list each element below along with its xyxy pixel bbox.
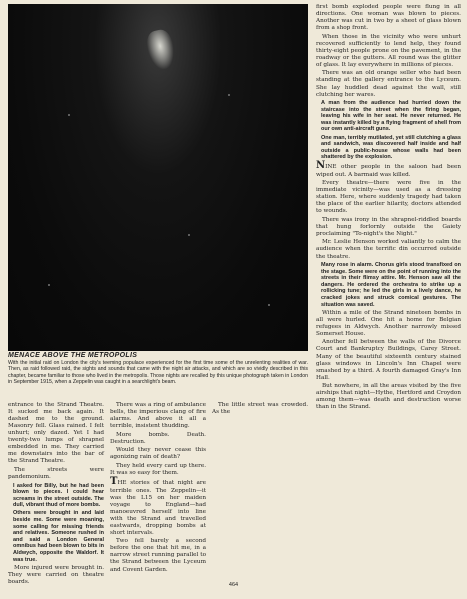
photo-caption xyxy=(8,352,308,385)
drop-cap: N xyxy=(316,160,326,172)
right-column xyxy=(316,4,461,413)
paragraph: Another fell between the walls of the Divorce Court and Bankruptcy Buildings, Carey Street. Many of the beautiful sixteenth century stained glass windows in Lincoln's Inn Chapel were smashed by a third. A fourth damaged Gray's Inn Hall. xyxy=(316,339,461,381)
paragraph: One man, terribly mutilated, yet still clutching a glass and sandwich, was discovered half inside and half outside a public-house whose walls had been shattered by the explosion. xyxy=(321,134,461,161)
paragraph: There was an old orange seller who had been standing at the gallery entrance to the Lyceum. She lay huddled dead against the wall, still clutching her wares. xyxy=(316,70,461,98)
zeppelin-photograph xyxy=(8,4,308,351)
paragraph: There was a ring of ambulance bells, the imperious clang of fire alarms. And above it all a terrible, insistent thudding. xyxy=(110,402,206,430)
paragraph: But nowhere, in all the areas visited by the five airships that night—Hythe, Hertford and Croydon among them—was death and destruction worse than in the Strand. xyxy=(316,383,461,411)
paragraph-text: INE other people in the saloon had been wiped out. A barmaid was killed. xyxy=(316,164,461,178)
paragraph: Every theatre—there were five in the immediate vicinity—was used as a dressing station. Here, where suddenly tragedy had taken the place of the earlier hilarity, doctors attended to wounds. xyxy=(316,180,461,215)
paragraph: Many rose in alarm. Chorus girls stood transfixed on the stage. Some were on the point of running into the streets in their flimsy attire. Mr. Henson saw all the dangers. He ordered the orchestra to strike up a rollicking tune; he led the girls in a lively dance, he cracked jokes and struck comical gestures. The situation was saved. xyxy=(321,262,461,308)
paragraph: Two fell barely a second before the one that hit me, in a narrow street running parallel to the Strand between the Lyceum and Covent Garden. xyxy=(110,538,206,573)
paragraph: A man from the audience had hurried down the staircase into the street when the firing began, leaving his wife in her seat. He never returned. He was instantly killed by a flying fragment of shell from our own anti-aircraft guns. xyxy=(321,100,461,133)
paragraph: entrance to the Strand Theatre. It sucked me back again. It dashed me to the ground. Masonry fell. Glass rained. I felt unhurt; only dazed. Yet I had twenty-two lumps of shrapnel embedded in me. They carried me downstairs into the bar of the Strand Theatre. xyxy=(8,402,104,465)
caption-title: MENACE ABOVE THE METROPOLIS xyxy=(8,352,138,359)
paragraph-text: HE stories of that night are terrible ones. The Zeppelin—it was the L15 on her maiden voyage to England—had manoeuvred herself into line with the Strand and travelled eastwards, dropping bombs at short intervals. xyxy=(110,480,206,536)
paragraph: The little street was crowded. As the xyxy=(212,402,308,416)
paragraph: More bombs. Death. Destruction. xyxy=(110,431,206,445)
lower-column-3 xyxy=(212,402,308,418)
paragraph xyxy=(110,478,206,536)
paragraph: When those in the vicinity who were unhurt recovered sufficiently to lend help, they found thirty-eight people prone on the pavement, in the roadway or the gutters. All round was the glitter of glass. It lay everywhere in millions of pieces. xyxy=(316,33,461,68)
paragraph: first bomb exploded people were flung in all directions. One woman was blown to pieces. Another was cut in two by a sheet of glass blown from a shop front. xyxy=(316,4,461,32)
paragraph: Would they never cease this agonizing rain of death? xyxy=(110,447,206,461)
paragraph: Within a mile of the Strand nineteen bombs in all were hurled. One hit a home for Belgian refugees in Aldwych. Another narrowly missed Somerset House. xyxy=(316,309,461,337)
paragraph: More injured were brought in. They were carried on theatre boards. xyxy=(8,564,104,585)
paragraph: Mr. Leslie Henson worked valiantly to calm the audience when the terrific din occurred outside the theatre. xyxy=(316,239,461,260)
paragraph: There was irony in the shrapnel-riddled boards that hung forlornly outside the Gaiety proclaiming "To-night's the Night." xyxy=(316,216,461,237)
paragraph xyxy=(316,162,461,178)
paragraph: I asked for Billy, but he had been blown to pieces. I could hear screams in the street outside. The dull, vibrant thud of more bombs. xyxy=(13,482,104,509)
lower-column-2 xyxy=(110,402,206,575)
paragraph: They held every card up there. It was so easy for them. xyxy=(110,462,206,476)
drop-cap: T xyxy=(110,476,118,488)
paragraph: Others were brought in and laid beside me. Some were moaning, some calling for missing friends and relatives. Someone rushed in and said a London General omnibus had been blown to bits in Aldwych, opposite the Waldorf. It was true. xyxy=(13,510,104,563)
lower-column-1 xyxy=(8,402,104,587)
paragraph: The streets were pandemonium. xyxy=(8,466,104,480)
zeppelin-in-searchlight xyxy=(144,28,178,73)
page-number: 464 xyxy=(228,582,239,588)
caption-text: With the initial raid on London the city's teeming populace experienced for the first time some of the unrelenting realities of war. Then, as raid followed raid, the sights and sounds that came with the night air attacks, and which are so vividly described in this chapter, became familiar to those who lived in the metropolis. Those nights are recalled by this unique photograph taken in London in September 1915, when a Zeppelin was caught in a searchlight's beam. xyxy=(8,360,308,385)
